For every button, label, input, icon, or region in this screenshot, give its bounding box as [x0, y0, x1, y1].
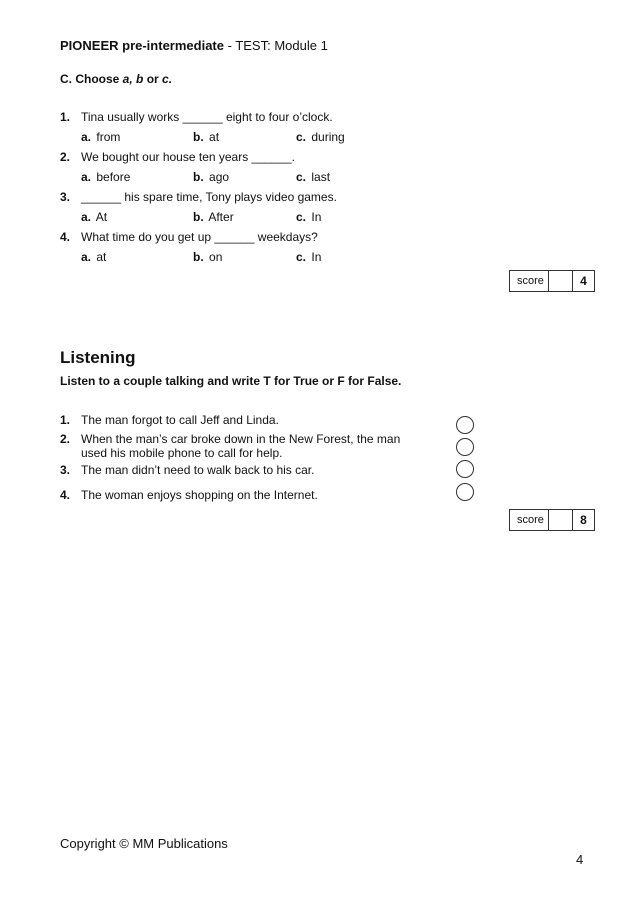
item-number: 1. [60, 413, 71, 427]
question-number: 1. [60, 110, 71, 124]
statement-text-continued: used his mobile phone to call for help. [81, 446, 283, 460]
statement-text: The man didn’t need to walk back to his car. [81, 463, 315, 477]
header-title-rest: - TEST: Module 1 [224, 38, 328, 53]
question-text: Tina usually works ______ eight to four o’clock. [81, 110, 333, 124]
question-number: 4. [60, 230, 71, 244]
option-b: b. ago [193, 170, 230, 184]
option-b: b. at [193, 130, 220, 144]
answer-circle-2[interactable] [456, 438, 474, 456]
option-c: c. last [296, 170, 331, 184]
statement-text: The woman enjoys shopping on the Internet. [81, 488, 318, 502]
option-b: b. on [193, 250, 223, 264]
score-label: score [510, 271, 549, 291]
answer-circle-4[interactable] [456, 483, 474, 501]
statement-text: When the man’s car broke down in the New Forest, the man [81, 432, 401, 446]
question-text: What time do you get up ______ weekdays? [81, 230, 318, 244]
score-max-value: 8 [580, 513, 587, 527]
item-number: 2. [60, 432, 71, 446]
test-header [60, 38, 328, 53]
option-b: b. After [193, 210, 234, 224]
choice-a-label: a, [122, 72, 133, 86]
option-a: a. before [81, 170, 131, 184]
score-entry-field[interactable] [549, 271, 573, 291]
item-number: 4. [60, 488, 71, 502]
score-box [509, 270, 595, 292]
section-c-heading [60, 72, 172, 86]
choice-c-label: c. [162, 72, 173, 86]
item-number: 3. [60, 463, 71, 477]
option-c: c. In [296, 210, 322, 224]
question-number: 3. [60, 190, 71, 204]
question-text: We bought our house ten years ______. [81, 150, 295, 164]
option-c: c. In [296, 250, 322, 264]
listening-title: Listening [60, 348, 136, 367]
score-max-value: 4 [580, 274, 587, 288]
score-label: score [510, 510, 549, 530]
section-c-prefix: C. Choose [60, 72, 123, 86]
question-text: ______ his spare time, Tony plays video games. [81, 190, 337, 204]
statement-text: The man forgot to call Jeff and Linda. [81, 413, 279, 427]
header-title-bold: PIONEER pre-intermediate [60, 38, 224, 53]
choice-b-label: b [136, 72, 144, 86]
copyright-notice: Copyright © MM Publications [60, 836, 228, 851]
answer-circle-1[interactable] [456, 416, 474, 434]
score-entry-field[interactable] [549, 510, 573, 530]
question-number: 2. [60, 150, 71, 164]
score-box [509, 509, 595, 531]
listening-instruction: Listen to a couple talking and write T for True or F for False. [60, 374, 402, 388]
option-a: a. at [81, 250, 107, 264]
option-a: a. At [81, 210, 108, 224]
answer-circle-3[interactable] [456, 460, 474, 478]
option-a: a. from [81, 130, 121, 144]
choice-or: or [143, 72, 163, 86]
page-number: 4 [576, 852, 584, 867]
option-c: c. during [296, 130, 345, 144]
